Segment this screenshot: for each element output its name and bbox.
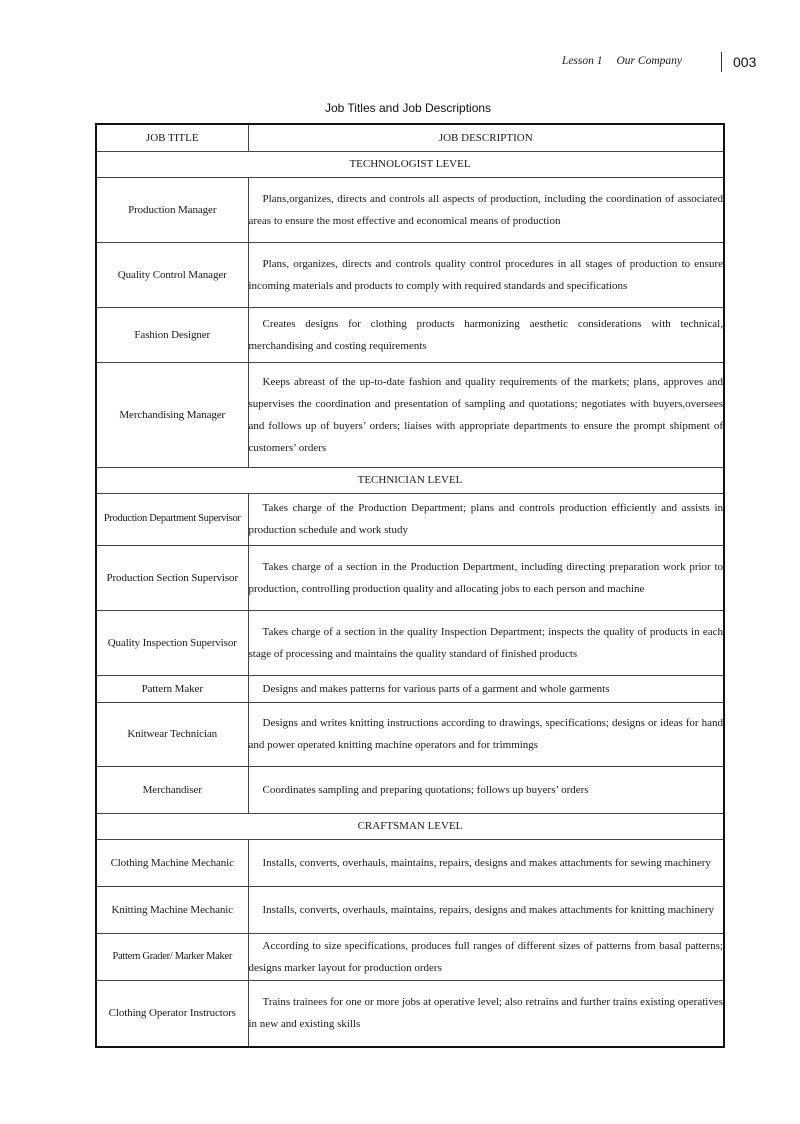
table-row (96, 242, 724, 307)
job-description: Takes charge of the Production Department; plans and controls production efficiently and assists in production schedule and work study (248, 493, 724, 545)
job-title: Production Department Supervisor (96, 493, 248, 545)
level-label: CRAFTSMAN LEVEL (96, 813, 724, 839)
job-description: Takes charge of a section in the Production Department, including directing preparation work prior to production, controlling production quality and allocating jobs to each person and machine (248, 545, 724, 610)
job-description: According to size specifications, produces full ranges of different sizes of patterns from basal patterns; designs marker layout for production orders (248, 933, 724, 980)
table-row (96, 177, 724, 242)
table-caption: Job Titles and Job Descriptions (324, 101, 492, 115)
job-title: Clothing Operator Instructors (96, 980, 248, 1047)
job-description: Plans, organizes, directs and controls quality control procedures in all stages of production to ensure incoming materials and products to comply with required standards and specifications (248, 242, 724, 307)
job-title: Production Section Supervisor (96, 545, 248, 610)
lesson-label: Lesson 1 (561, 55, 603, 67)
job-title: Knitting Machine Mechanic (96, 886, 248, 933)
table-row (96, 933, 724, 980)
table-row (96, 545, 724, 610)
table-row (96, 886, 724, 933)
running-head (560, 54, 760, 74)
table-row (96, 766, 724, 813)
job-description: Coordinates sampling and preparing quotations; follows up buyers’ orders (248, 766, 724, 813)
job-title: Pattern Grader/ Marker Maker (96, 933, 248, 980)
level-label: TECHNICIAN LEVEL (96, 467, 724, 493)
job-description: Keeps abreast of the up-to-date fashion and quality requirements of the markets; plans, approves and supervises the coordination and presentation of sampling and quotations; negotiates with buyers,oversees and follows up of buyers’ orders; liaises with appropriate departments to ensure the prompt shipment of customers’ orders (248, 362, 724, 467)
page-number: 003 (733, 54, 757, 70)
job-descriptions-table (95, 123, 725, 1048)
job-title: Clothing Machine Mechanic (96, 839, 248, 886)
job-description: Creates designs for clothing products harmonizing aesthetic considerations with technical, merchandising and costing requirements (248, 307, 724, 362)
column-header-job-title: JOB TITLE (96, 124, 248, 151)
column-header-job-description: JOB DESCRIPTION (248, 124, 724, 151)
level-row (96, 467, 724, 493)
header-divider (721, 52, 722, 72)
job-description: Designs and makes patterns for various parts of a garment and whole garments (248, 675, 724, 702)
job-title: Merchandiser (96, 766, 248, 813)
job-title: Production Manager (96, 177, 248, 242)
table-row (96, 362, 724, 467)
job-title: Fashion Designer (96, 307, 248, 362)
job-description: Plans,organizes, directs and controls all aspects of production, including the coordination of associated areas to ensure the most effective and economical means of production (248, 177, 724, 242)
table-header-row (96, 124, 724, 151)
running-head-text (562, 55, 682, 67)
job-title: Pattern Maker (96, 675, 248, 702)
table-row (96, 839, 724, 886)
job-description: Trains trainees for one or more jobs at operative level; also retrains and further trains existing operatives in new and existing skills (248, 980, 724, 1047)
table-row (96, 980, 724, 1047)
level-label: TECHNOLOGIST LEVEL (96, 151, 724, 177)
table-row (96, 307, 724, 362)
table-row (96, 675, 724, 702)
level-row (96, 813, 724, 839)
job-title: Knitwear Technician (96, 702, 248, 766)
job-title: Quality Inspection Supervisor (96, 610, 248, 675)
job-title: Merchandising Manager (96, 362, 248, 467)
chapter-label: Our Company (616, 55, 682, 67)
level-row (96, 151, 724, 177)
job-description: Installs, converts, overhauls, maintains, repairs, designs and makes attachments for knitting machinery (248, 886, 724, 933)
job-description: Takes charge of a section in the quality Inspection Department; inspects the quality of products in each stage of processing and maintains the quality standard of finished products (248, 610, 724, 675)
table-row (96, 610, 724, 675)
table-row (96, 493, 724, 545)
job-description: Designs and writes knitting instructions according to drawings, specifications; designs or ideas for hand and power operated knitting machine operators and for trimmings (248, 702, 724, 766)
table-row (96, 702, 724, 766)
job-title: Quality Control Manager (96, 242, 248, 307)
job-description: Installs, converts, overhauls, maintains, repairs, designs and makes attachments for sewing machinery (248, 839, 724, 886)
